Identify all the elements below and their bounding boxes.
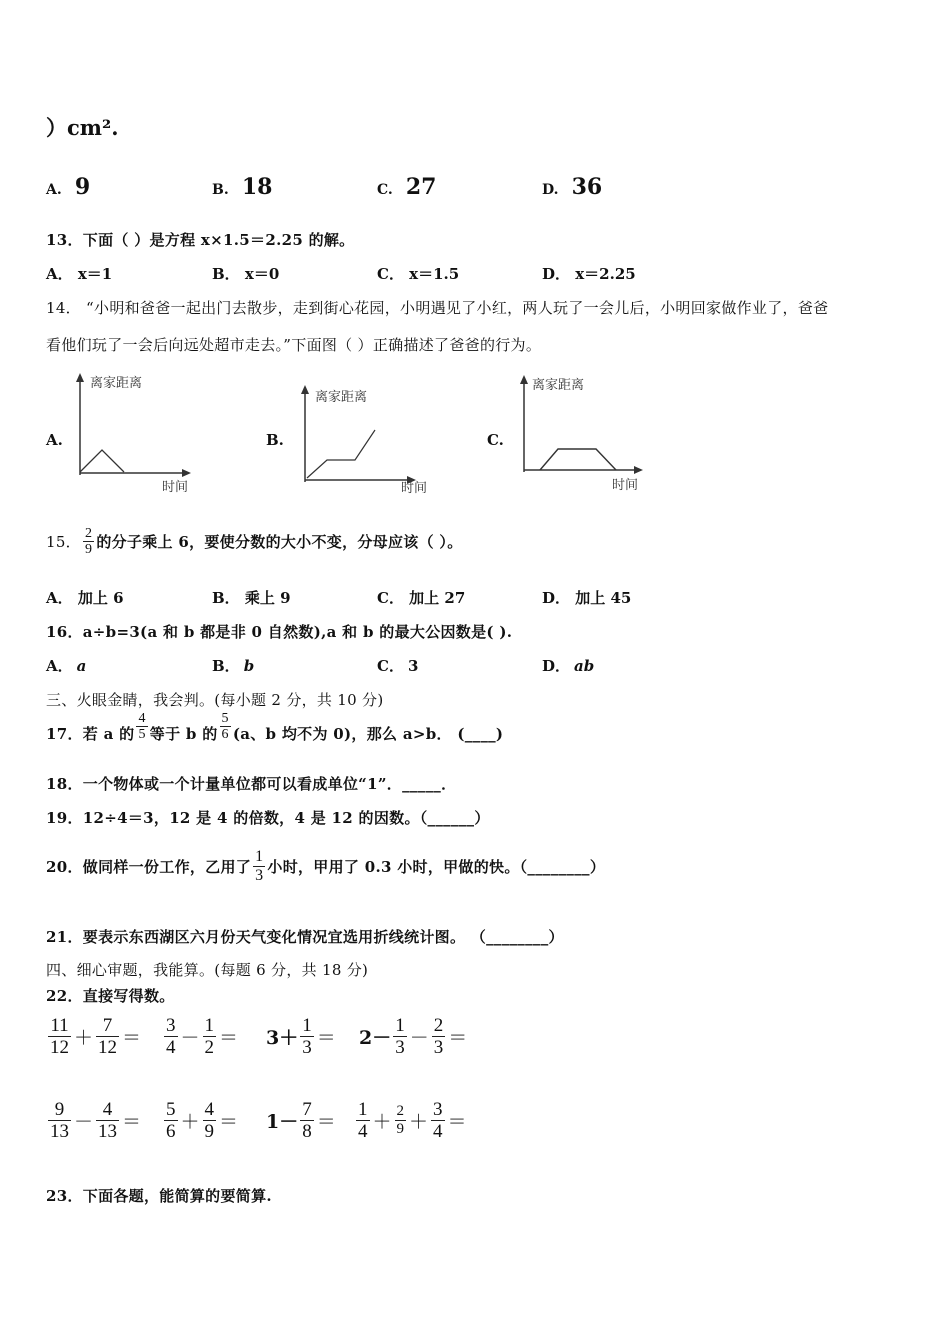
section-4-heading: 四、细心审题，我能算。(每题 6 分，共 18 分) — [46, 961, 369, 979]
operator: ＋ — [180, 1111, 200, 1133]
fraction — [432, 1015, 446, 1058]
fraction-numerator: 1 — [302, 1015, 312, 1036]
previous-question-tail: ）cm². — [46, 115, 119, 140]
calc-r1-1 — [46, 1015, 142, 1058]
fraction-denominator: 13 — [98, 1121, 118, 1142]
q13-option-d[interactable]: D． x＝2.25 — [542, 265, 636, 283]
fraction — [48, 1099, 71, 1142]
fraction-numerator: 4 — [204, 1099, 215, 1120]
graph-c-x-arrow — [634, 466, 643, 474]
question-16: 16．a÷b=3(a 和 b 都是非 0 自然数),a 和 b 的最大公因数是( ). — [46, 623, 513, 641]
fraction-numerator: 5 — [166, 1099, 176, 1120]
calc-r1-2 — [162, 1015, 239, 1058]
q13-option-b[interactable]: B． x＝0 — [212, 265, 280, 283]
graph-a-line — [80, 450, 124, 472]
question-19: 19．12÷4＝3，12 是 4 的倍数，4 是 12 的因数。（______） — [46, 809, 490, 827]
fraction — [356, 1099, 370, 1142]
calc-r2-3 — [266, 1099, 337, 1142]
q16-option-a[interactable] — [46, 655, 86, 676]
fraction-numerator: 3 — [433, 1099, 443, 1120]
fraction-numerator: 1 — [395, 1015, 405, 1036]
operator: － — [180, 1027, 200, 1049]
q14-option-a[interactable]: A. — [46, 431, 63, 449]
graph-a-ylabel: 离家距离 — [90, 376, 143, 391]
equals: ＝ — [448, 1027, 468, 1049]
option-d[interactable] — [542, 174, 602, 200]
fraction-denominator: 3 — [433, 1037, 444, 1058]
option-value: 18 — [241, 174, 273, 200]
graph-c-ylabel: 离家距离 — [532, 378, 585, 393]
fraction-numerator: 2 — [433, 1015, 444, 1036]
graph-b-line — [307, 430, 375, 478]
graph-c — [514, 372, 654, 494]
integer-part: 1－ — [266, 1111, 299, 1133]
fraction-numerator: 2 — [85, 526, 93, 541]
option-value: b — [243, 657, 255, 675]
q16-option-d[interactable] — [542, 655, 594, 676]
fraction — [203, 1015, 217, 1058]
option-value: a — [76, 657, 87, 675]
q13-option-a[interactable]: A． x＝1 — [46, 265, 113, 283]
graph-b-ylabel: 离家距离 — [315, 390, 368, 405]
q15-number: 15． — [46, 533, 81, 551]
question-15 — [46, 526, 463, 557]
question-13: 13．下面（ ）是方程 x×1.5＝2.25 的解。 — [46, 231, 355, 249]
option-letter: B． — [212, 657, 240, 675]
operator: ＋ — [372, 1111, 392, 1133]
equals: ＝ — [122, 1111, 142, 1133]
fraction-denominator: 3 — [302, 1037, 312, 1058]
fraction — [96, 1015, 119, 1058]
q17-fraction-2 — [220, 711, 231, 742]
option-b[interactable] — [212, 174, 272, 200]
fraction-denominator: 5 — [138, 726, 146, 742]
fraction-numerator: 1 — [204, 1015, 215, 1036]
fraction-denominator: 3 — [255, 866, 264, 884]
fraction-numerator: 1 — [358, 1099, 368, 1120]
q20-post: 小时，甲用了 0.3 小时，甲做的快。（________） — [267, 857, 606, 876]
fraction — [203, 1099, 217, 1142]
option-value: 3 — [407, 657, 419, 675]
fraction-numerator: 2 — [396, 1103, 405, 1119]
q16-option-b[interactable] — [212, 655, 254, 676]
fraction-numerator: 11 — [50, 1015, 69, 1036]
fraction-numerator: 9 — [54, 1099, 65, 1120]
fraction-denominator: 6 — [221, 726, 229, 742]
option-letter: C. — [377, 182, 393, 198]
q17-mid: 等于 b 的 — [149, 724, 218, 743]
q14-option-b[interactable]: B. — [266, 431, 284, 449]
equals: ＝ — [447, 1111, 467, 1133]
operator: － — [409, 1027, 429, 1049]
option-letter: D. — [542, 182, 559, 198]
option-letter: A． — [46, 657, 73, 675]
fraction — [393, 1015, 407, 1058]
q16-option-c[interactable] — [377, 655, 418, 676]
fraction — [164, 1015, 178, 1058]
option-value: ab — [574, 657, 595, 675]
fraction-denominator: 9 — [85, 542, 93, 557]
equals: ＝ — [219, 1111, 239, 1133]
fraction — [164, 1099, 178, 1142]
question-14-line1: 14． “小明和爸爸一起出门去散步，走到街心花园，小明遇见了小红，两人玩了一会儿后，小明回家做作业了，爸爸 — [46, 299, 829, 317]
equals: ＝ — [316, 1111, 336, 1133]
integer-part: 3＋ — [266, 1027, 299, 1049]
section-3-heading: 三、火眼金睛，我会判。(每小题 2 分，共 10 分) — [46, 691, 384, 709]
q17-post: (a、b 均不为 0)，那么 a>b． (____) — [232, 724, 504, 743]
option-value: 9 — [74, 174, 91, 200]
option-c[interactable] — [377, 174, 437, 200]
graph-a-xlabel: 时间 — [162, 480, 189, 495]
question-18: 18．一个物体或一个计量单位都可以看成单位“1”．_____． — [46, 775, 457, 793]
fraction-denominator: 4 — [166, 1037, 176, 1058]
q20-pre: 20．做同样一份工作，乙用了 — [46, 857, 252, 876]
fraction-denominator: 12 — [50, 1037, 69, 1058]
graph-a — [70, 370, 200, 495]
graph-b-y-arrow — [301, 385, 309, 394]
calc-r2-1 — [46, 1099, 142, 1142]
equals: ＝ — [122, 1027, 142, 1049]
option-letter: B. — [212, 182, 229, 198]
fraction-denominator: 9 — [396, 1121, 405, 1137]
fraction — [48, 1015, 71, 1058]
graph-b-xlabel: 时间 — [401, 481, 428, 496]
fraction — [300, 1015, 314, 1058]
option-a[interactable] — [46, 174, 90, 200]
q17-fraction-1 — [136, 711, 147, 742]
fraction-denominator: 8 — [302, 1121, 312, 1142]
fraction — [431, 1099, 445, 1142]
calc-r2-4 — [354, 1099, 468, 1142]
graph-a-y-arrow — [76, 373, 84, 382]
fraction-denominator: 4 — [433, 1121, 443, 1142]
option-value: 36 — [571, 174, 603, 200]
integer-part: 2－ — [359, 1027, 392, 1049]
graph-c-y-arrow — [520, 375, 528, 384]
q14-option-c[interactable]: C. — [487, 431, 504, 449]
question-22-title: 22．直接写得数。 — [46, 987, 175, 1005]
fraction — [300, 1099, 314, 1142]
fraction-numerator: 5 — [221, 710, 229, 726]
fraction-denominator: 13 — [50, 1121, 69, 1142]
q15-option-b[interactable]: B． 乘上 9 — [212, 589, 291, 607]
question-20 — [46, 840, 605, 892]
option-letter: D． — [542, 657, 571, 675]
q20-fraction — [253, 848, 265, 885]
operator: ＋ — [74, 1027, 94, 1049]
fraction-numerator: 4 — [102, 1099, 113, 1120]
fraction-denominator: 6 — [166, 1121, 176, 1142]
fraction-numerator: 4 — [138, 710, 146, 726]
graph-a-x-arrow — [182, 469, 191, 477]
graph-b — [295, 380, 440, 500]
question-23: 23．下面各题，能简算的要简算. — [46, 1187, 272, 1205]
calc-r1-3 — [266, 1015, 337, 1058]
calc-r2-2 — [162, 1099, 239, 1142]
q15-option-c[interactable]: C． 加上 27 — [377, 589, 466, 607]
question-21: 21．要表示东西湖区六月份天气变化情况宜选用折线统计图。 （________） — [46, 928, 564, 946]
fraction-denominator: 4 — [358, 1121, 368, 1142]
operator: ＋ — [409, 1111, 429, 1133]
option-letter: A. — [46, 182, 62, 198]
question-17 — [46, 710, 503, 756]
option-letter: C． — [377, 657, 404, 675]
fraction-denominator: 3 — [395, 1037, 405, 1058]
fraction — [395, 1103, 407, 1138]
question-14-line2: 看他们玩了一会后向远处超市走去。”下面图（ ）正确描述了爸爸的行为。 — [46, 336, 542, 354]
q15-fraction — [83, 526, 94, 557]
fraction — [96, 1099, 119, 1142]
q17-pre: 17．若 a 的 — [46, 724, 135, 743]
fraction-denominator: 2 — [204, 1037, 215, 1058]
option-value: 27 — [405, 174, 437, 200]
q15-option-d[interactable]: D． 加上 45 — [542, 589, 632, 607]
calc-r1-4 — [359, 1015, 468, 1058]
graph-c-line — [540, 449, 616, 470]
fraction-denominator: 12 — [98, 1037, 118, 1058]
fraction-denominator: 9 — [204, 1121, 215, 1142]
graph-c-xlabel: 时间 — [612, 478, 639, 493]
equals: ＝ — [219, 1027, 239, 1049]
fraction-numerator: 3 — [166, 1015, 176, 1036]
fraction-numerator: 7 — [102, 1015, 113, 1036]
fraction-numerator: 1 — [255, 847, 264, 865]
operator: － — [74, 1111, 94, 1133]
q15-option-a[interactable]: A． 加上 6 — [46, 589, 124, 607]
equals: ＝ — [316, 1027, 336, 1049]
q15-text: 的分子乘上 6，要使分数的大小不变，分母应该（ ）。 — [96, 533, 463, 551]
q13-option-c[interactable]: C． x＝1.5 — [377, 265, 460, 283]
fraction-numerator: 7 — [302, 1099, 312, 1120]
